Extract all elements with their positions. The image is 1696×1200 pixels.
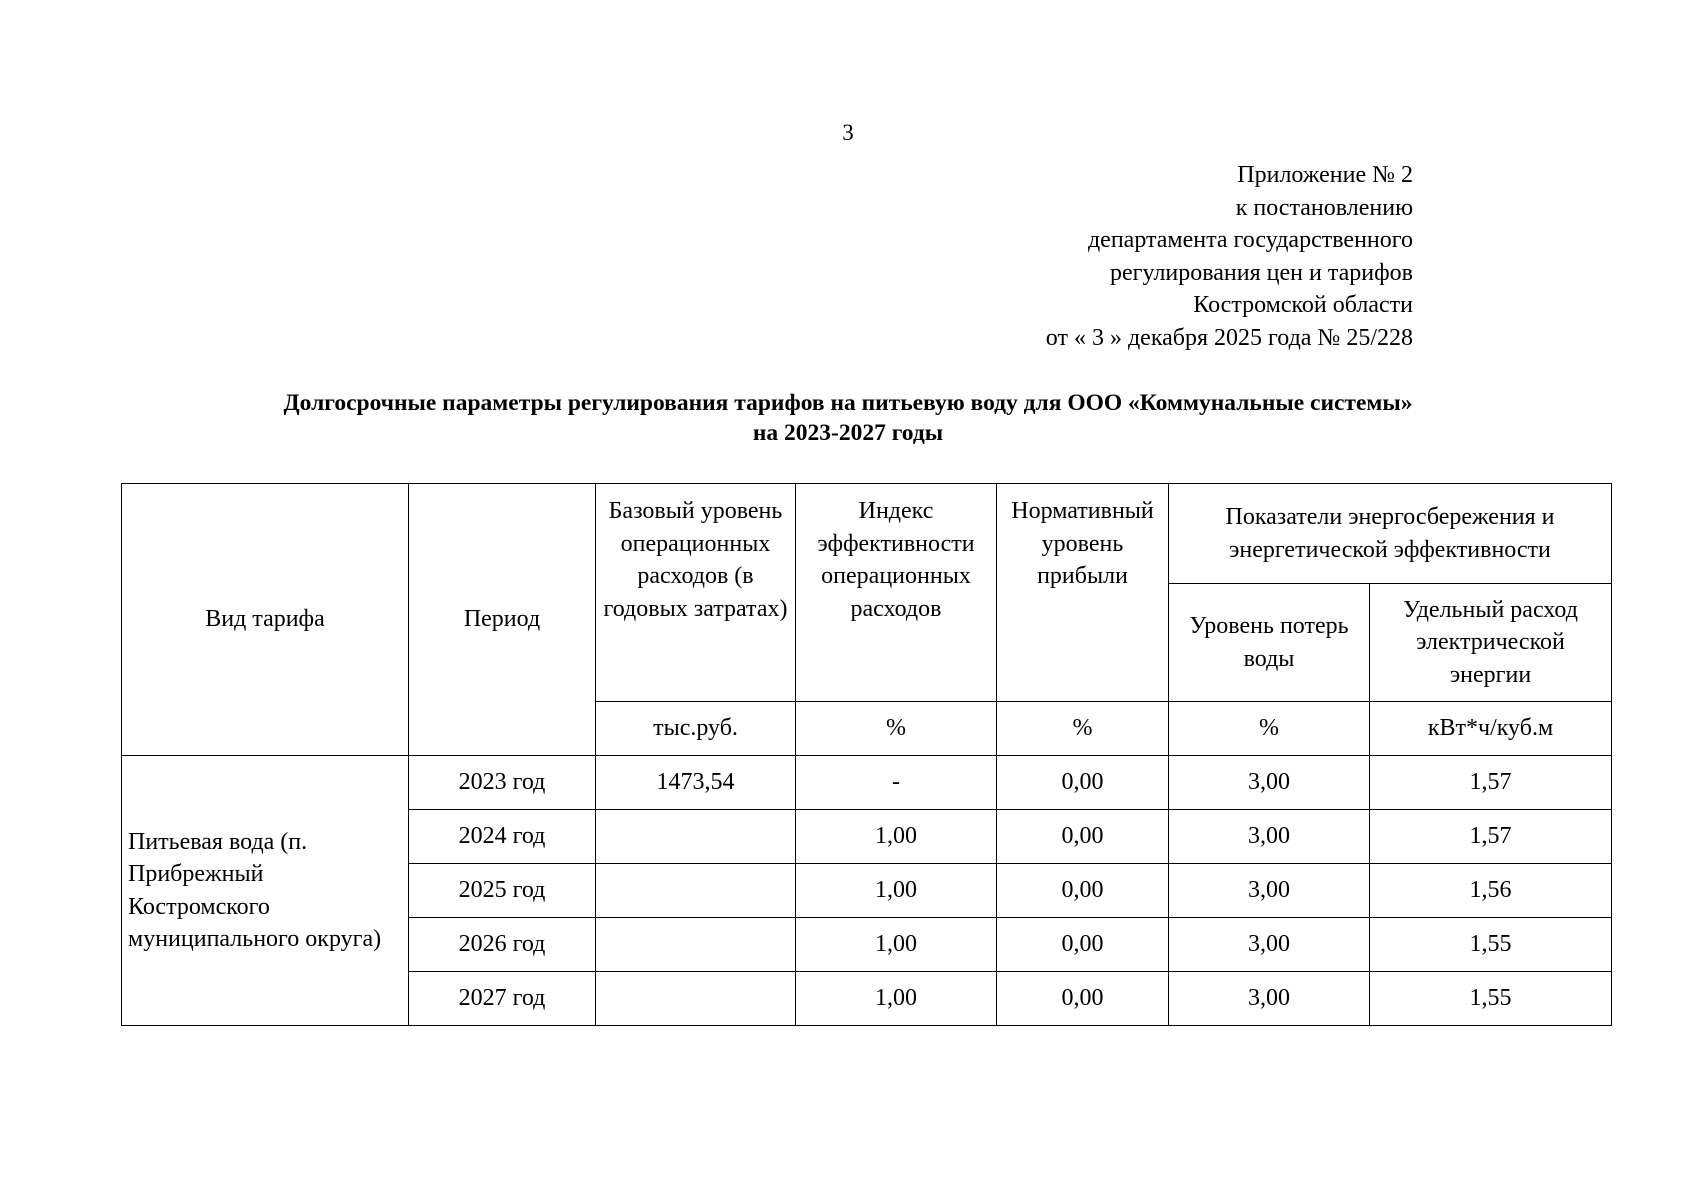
header-water-loss: Уровень потерь воды <box>1169 584 1370 702</box>
appendix-line: к постановлению <box>1235 194 1413 221</box>
header-efficiency-index: Индекс эффективности операционных расходов <box>796 484 997 702</box>
efficiency-index-cell: - <box>796 756 997 810</box>
base-opex-cell <box>596 918 796 972</box>
normative-profit-cell: 0,00 <box>997 918 1169 972</box>
period-cell: 2024 год <box>409 810 596 864</box>
electricity-cell: 1,55 <box>1370 972 1612 1026</box>
base-opex-cell <box>596 810 796 864</box>
electricity-cell: 1,57 <box>1370 810 1612 864</box>
header-period: Период <box>409 484 596 756</box>
appendix-line: Костромской области <box>1193 292 1413 318</box>
unit-water-loss: % <box>1169 702 1370 756</box>
normative-profit-cell: 0,00 <box>997 864 1169 918</box>
water-loss-cell: 3,00 <box>1169 972 1370 1026</box>
base-opex-cell <box>596 864 796 918</box>
appendix-header <box>1046 159 1413 354</box>
tariff-name-cell: Питьевая вода (п. Прибрежный Костромского муниципального округа) <box>122 756 409 1026</box>
period-cell: 2023 год <box>409 756 596 810</box>
title-line-2: на 2023-2027 годы <box>752 420 944 446</box>
normative-profit-cell: 0,00 <box>997 972 1169 1026</box>
normative-profit-cell: 0,00 <box>997 756 1169 810</box>
unit-electricity: кВт*ч/куб.м <box>1370 702 1612 756</box>
period-cell: 2026 год <box>409 918 596 972</box>
header-tariff-type: Вид тарифа <box>122 484 409 756</box>
unit-efficiency-index: % <box>796 702 997 756</box>
water-loss-cell: 3,00 <box>1169 756 1370 810</box>
normative-profit-cell: 0,00 <box>997 810 1169 864</box>
period-cell: 2025 год <box>409 864 596 918</box>
efficiency-index-cell: 1,00 <box>796 918 997 972</box>
electricity-cell: 1,57 <box>1370 756 1612 810</box>
efficiency-index-cell: 1,00 <box>796 810 997 864</box>
electricity-cell: 1,55 <box>1370 918 1612 972</box>
appendix-line: от « 3 » декабря 2025 года № 25/228 <box>1045 324 1413 351</box>
efficiency-index-cell: 1,00 <box>796 972 997 1026</box>
unit-base-opex: тыс.руб. <box>596 702 796 756</box>
table-row <box>122 756 1612 810</box>
header-electricity: Удельный расход электрической энергии <box>1370 584 1612 702</box>
water-loss-cell: 3,00 <box>1169 864 1370 918</box>
period-cell: 2027 год <box>409 972 596 1026</box>
appendix-line: Приложение № 2 <box>1237 162 1413 188</box>
appendix-line: регулирования цен и тарифов <box>1110 259 1413 286</box>
water-loss-cell: 3,00 <box>1169 918 1370 972</box>
base-opex-cell <box>596 972 796 1026</box>
electricity-cell: 1,56 <box>1370 864 1612 918</box>
page-number: 3 <box>842 120 854 145</box>
header-base-opex: Базовый уровень операционных расходов (в годовых затратах) <box>596 484 796 702</box>
efficiency-index-cell: 1,00 <box>796 864 997 918</box>
water-loss-cell: 3,00 <box>1169 810 1370 864</box>
unit-normative-profit: % <box>997 702 1169 756</box>
title-line-1: Долгосрочные параметры регулирования тарифов на питьевую воду для ООО «Коммунальные системы» <box>283 390 1413 416</box>
appendix-line: департамента государственного <box>1087 227 1413 253</box>
base-opex-cell: 1473,54 <box>596 756 796 810</box>
tariff-parameters-table <box>121 483 1612 1026</box>
header-normative-profit: Нормативный уровень прибыли <box>997 484 1169 702</box>
header-energy-indicators: Показатели энергосбережения и энергетической эффективности <box>1169 484 1612 584</box>
document-title <box>0 388 1696 448</box>
